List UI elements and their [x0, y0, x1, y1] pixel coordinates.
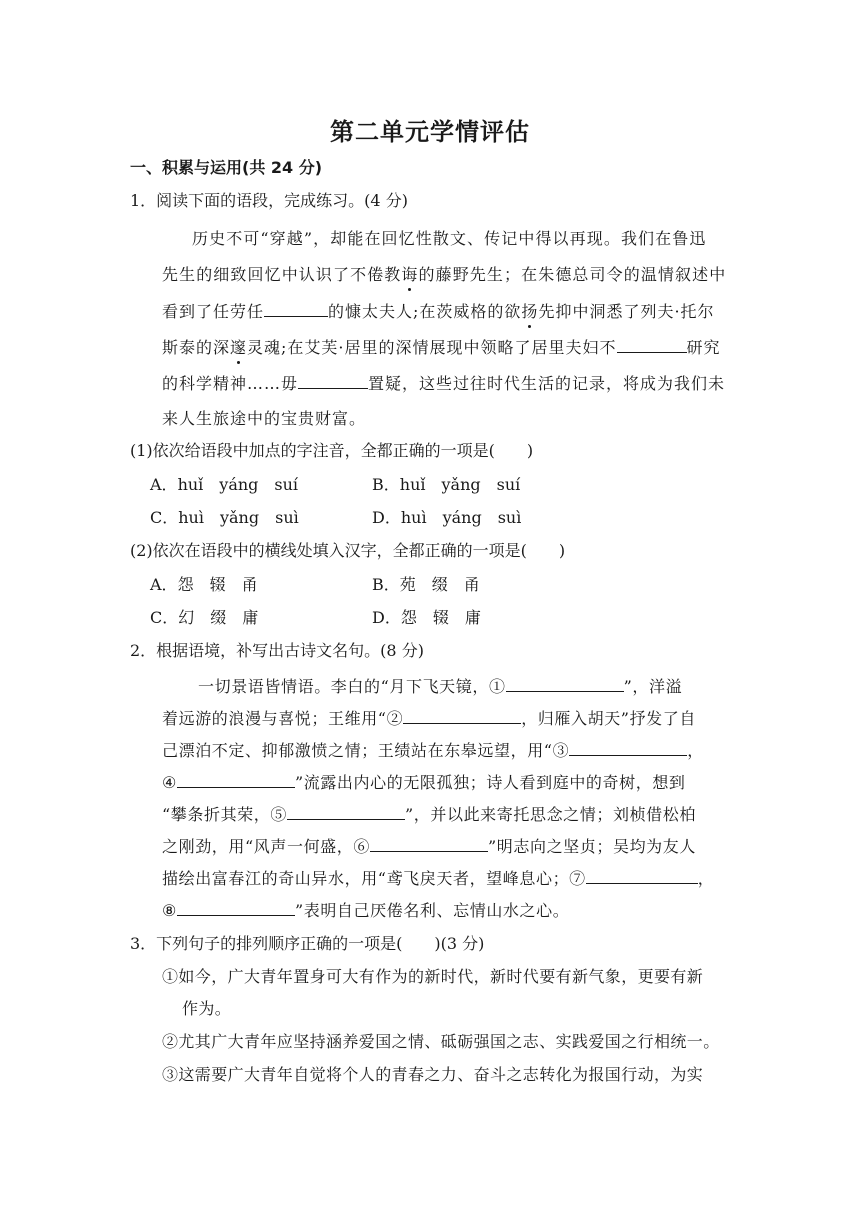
poem-text: 一切景语皆情语。李白的“月下飞天镜，① — [198, 677, 506, 696]
q1-passage-line-4 — [162, 336, 721, 359]
q1-sub2-prompt: (2)依次在语段中的横线处填入汉字，全都正确的一项是( ) — [130, 541, 566, 560]
q1-sub1-option-b[interactable] — [372, 474, 520, 496]
question-2-heading: 2．根据语境，补写出古诗文名句。(8 分) — [130, 641, 424, 660]
poem-blank-1[interactable] — [506, 675, 624, 692]
fill-blank-2[interactable] — [617, 336, 687, 353]
poem-text: ”流露出内心的无限孤独；诗人看到庭中的奇树，想到 — [294, 773, 686, 792]
passage-text: 看到了任劳任 — [162, 302, 265, 321]
poem-blank-2[interactable] — [403, 707, 521, 724]
option-letter: A． — [150, 575, 178, 594]
passage-text: 灵魂;在艾芙·居里的深情展现中领略了居里夫妇不 — [247, 338, 617, 357]
q3-sentence-3: ③这需要广大青年自觉将个人的青春之力、奋斗之志转化为报国行动，为实 — [162, 1065, 704, 1084]
poem-blank-7[interactable] — [586, 867, 698, 884]
poem-blank-3[interactable] — [569, 739, 687, 756]
poem-blank-5[interactable] — [287, 803, 405, 820]
option-text: 苑 缀 甬 — [399, 575, 480, 594]
option-text: huǐ yǎng suí — [399, 475, 521, 494]
q1-passage-line-3 — [162, 300, 715, 323]
poem-text: ⑧ — [162, 901, 177, 920]
option-text: 幻 缀 庸 — [178, 608, 259, 627]
fill-blank-3[interactable] — [298, 372, 368, 389]
q2-line-2 — [162, 707, 696, 730]
option-text: 怨 辍 庸 — [400, 608, 481, 627]
poem-text: ”，并以此来寄托思念之情；刘桢借松柏 — [404, 805, 696, 824]
q2-line-6 — [162, 835, 696, 858]
option-letter: A． — [150, 475, 178, 494]
option-text: 怨 辍 甬 — [177, 575, 258, 594]
q2-line-7 — [162, 867, 714, 890]
poem-blank-8[interactable] — [177, 899, 295, 916]
option-letter: D． — [372, 508, 401, 527]
option-letter: B． — [372, 575, 400, 594]
passage-text: 置疑，这些过往时代生活的记录，将成为我们未 — [368, 374, 726, 393]
option-text: huì yǎng suì — [178, 508, 299, 527]
option-text: huǐ yáng suí — [177, 475, 299, 494]
passage-text: 研究 — [686, 338, 721, 357]
option-letter: C． — [150, 508, 179, 527]
passage-text: 先生的细致回忆中认识了不倦教 — [162, 265, 402, 284]
q2-line-1 — [198, 675, 682, 698]
q1-sub2-option-d[interactable] — [372, 607, 481, 629]
poem-text: ④ — [162, 773, 177, 792]
q1-sub1-option-d[interactable] — [372, 507, 521, 529]
dotted-char-sui: 邃 — [230, 338, 248, 357]
q1-sub1-option-a[interactable] — [150, 474, 298, 496]
poem-text: ”，洋溢 — [623, 677, 683, 696]
q1-sub2-option-b[interactable] — [372, 574, 480, 596]
question-3-heading: 3．下列句子的排列顺序正确的一项是( )(3 分) — [130, 934, 485, 953]
dotted-char-yang: 扬 — [521, 302, 539, 321]
poem-blank-4[interactable] — [177, 771, 295, 788]
passage-text: 历史不可“穿越”，却能在回忆性散文、传记中得以再现。我们在鲁迅 — [192, 229, 707, 248]
poem-text: 己漂泊不定、抑郁激愤之情；王绩站在东皋远望，用“③ — [162, 741, 570, 760]
q1-passage-line-1 — [192, 228, 706, 250]
fill-blank-1[interactable] — [264, 300, 328, 317]
q1-passage-line-5 — [162, 372, 725, 395]
option-letter: B． — [372, 475, 400, 494]
section-heading: 一、积累与运用(共 24 分) — [130, 158, 323, 177]
passage-text: 的科学精神……毋 — [162, 374, 299, 393]
q1-sub1-option-c[interactable] — [150, 507, 299, 529]
q3-sentence-1: ①如今，广大青年置身可大有作为的新时代，新时代要有新气象，更要有新 — [162, 967, 704, 986]
question-1-heading: 1．阅读下面的语段，完成练习。(4 分) — [130, 191, 408, 210]
q3-sentence-2: ②尤其广大青年应坚持涵养爱国之情、砥砺强国之志、实践爱国之行相统一。 — [162, 1032, 720, 1051]
page-title: 第二单元学情评估 — [330, 118, 530, 146]
poem-text: ”表明自己厌倦名利、忘情山水之心。 — [294, 901, 570, 920]
poem-text: 描绘出富春江的奇山异水，用“鸢飞戾天者，望峰息心；⑦ — [162, 869, 586, 888]
option-letter: D． — [372, 608, 401, 627]
option-letter: C． — [150, 608, 179, 627]
passage-text: 斯泰的深 — [162, 338, 231, 357]
dotted-char-hui: 诲 — [401, 265, 419, 284]
passage-text: 的慷太夫人;在茨威格的欲 — [328, 302, 522, 321]
q2-line-3 — [162, 739, 704, 762]
poem-text: ， — [687, 741, 704, 760]
passage-text: 先抑中洞悉了列夫·托尔 — [538, 302, 715, 321]
q1-passage-line-6: 来人生旅途中的宝贵财富。 — [162, 409, 367, 428]
q2-line-4 — [162, 771, 686, 794]
q2-line-8 — [162, 899, 569, 922]
poem-text: 之刚劲，用“风声一何盛，⑥ — [162, 837, 370, 856]
q1-sub2-option-a[interactable] — [150, 574, 258, 596]
passage-text: 的藤野先生；在朱德总司令的温情叙述中 — [418, 265, 727, 284]
q2-line-5 — [162, 803, 696, 826]
q1-sub1-prompt: (1)依次给语段中加点的字注音，全都正确的一项是( ) — [130, 441, 534, 460]
poem-blank-6[interactable] — [370, 835, 488, 852]
poem-text: 着远游的浪漫与喜悦；王维用“② — [162, 709, 404, 728]
q1-passage-line-2 — [162, 264, 726, 286]
q1-sub2-option-c[interactable] — [150, 607, 258, 629]
option-text: huì yáng suì — [400, 508, 522, 527]
poem-text: “攀条折其荣，⑤ — [162, 805, 287, 824]
poem-text: ， — [697, 869, 715, 888]
poem-text: ，归雁入胡天”抒发了自 — [521, 709, 696, 728]
q3-sentence-1-cont: 作为。 — [182, 999, 232, 1018]
poem-text: ”明志向之坚贞；吴均为友人 — [487, 837, 696, 856]
